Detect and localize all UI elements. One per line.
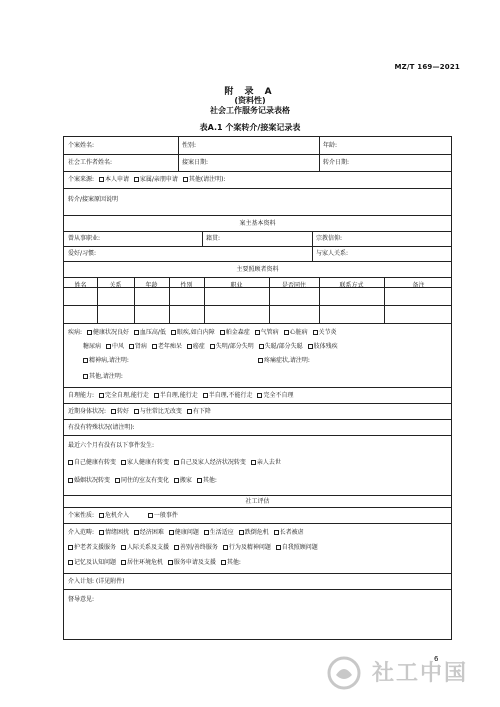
self-care-label: 自理能力: xyxy=(68,392,95,399)
option-label: 失聪/部分失聪 xyxy=(264,343,303,350)
option-label: 肢体残疾 xyxy=(313,343,338,350)
checkbox[interactable] xyxy=(274,530,279,535)
checkbox[interactable] xyxy=(284,330,289,335)
checkbox[interactable] xyxy=(83,374,88,379)
referral-intake-form xyxy=(63,136,452,640)
checkbox[interactable] xyxy=(134,409,139,414)
option-label: 气管病 xyxy=(260,329,279,336)
checkbox[interactable] xyxy=(99,393,104,398)
option-label: 与往常比无改变 xyxy=(139,408,182,415)
option-label: 危机介入 xyxy=(104,512,129,519)
disease-label: 疾病: xyxy=(68,329,83,336)
standard-code: MZ/T 169—2021 xyxy=(394,63,460,71)
checkbox[interactable] xyxy=(68,545,73,550)
option-label: 有下降 xyxy=(192,408,211,415)
case-source-label: 个案来源: xyxy=(68,176,95,183)
option-label: 护老者支援服务 xyxy=(74,544,117,551)
checkbox[interactable] xyxy=(169,530,174,535)
checkbox[interactable] xyxy=(183,177,188,182)
option-label: 婚姻状况转变 xyxy=(74,477,111,484)
option-label: 一般事件 xyxy=(153,512,178,519)
option-label: 半自理,能行走 xyxy=(159,392,198,399)
column-header: 职业 xyxy=(230,282,243,289)
checkbox[interactable] xyxy=(204,530,209,535)
checkbox[interactable] xyxy=(259,344,264,349)
checkbox[interactable] xyxy=(68,560,73,565)
checkbox[interactable] xyxy=(129,344,134,349)
option-label: 行为及精神问题 xyxy=(228,544,271,551)
events-line-1 xyxy=(65,459,281,467)
checkbox[interactable] xyxy=(255,330,260,335)
family-relation-label: 与家人关系: xyxy=(316,250,349,257)
checkbox[interactable] xyxy=(308,344,313,349)
checkbox[interactable] xyxy=(99,513,104,518)
option-label: 心脏病 xyxy=(289,329,308,336)
page-number: 6 xyxy=(434,655,439,663)
checkbox[interactable] xyxy=(223,545,228,550)
client-basic-info-heading: 案主基本资料 xyxy=(239,220,276,227)
intervention-scope-line-3 xyxy=(65,559,241,567)
case-nature-row xyxy=(68,512,178,520)
option-label: 服务申请及支援 xyxy=(173,559,216,566)
checkbox[interactable] xyxy=(121,545,126,550)
option-label: 中风 xyxy=(111,343,124,350)
case-source-row xyxy=(68,176,226,184)
option-label: 半自理,不能行走 xyxy=(208,392,253,399)
origin-label: 籍贯: xyxy=(206,235,221,242)
option-label: 搬家 xyxy=(179,477,192,484)
option-label: 家属/亲朋申请 xyxy=(139,176,178,183)
checkbox[interactable] xyxy=(99,177,104,182)
disease-line-2 xyxy=(83,343,338,351)
case-nature-label: 个案性质: xyxy=(68,512,95,519)
column-header: 年龄 xyxy=(145,282,158,289)
checkbox[interactable] xyxy=(171,330,176,335)
self-care-row xyxy=(68,392,294,400)
option-label: 记忆及认知问题 xyxy=(74,559,117,566)
checkbox[interactable] xyxy=(68,478,73,483)
checkbox[interactable] xyxy=(174,460,179,465)
option-label: 自己健康有转变 xyxy=(74,459,117,466)
option-label: 跌倒危机 xyxy=(244,529,269,536)
option-label: 帕金森症 xyxy=(225,329,250,336)
column-header: 姓名 xyxy=(74,282,87,289)
disease-line-1 xyxy=(68,329,337,337)
checkbox[interactable] xyxy=(257,393,262,398)
client-name-label: 个案姓名: xyxy=(68,142,95,149)
checkbox[interactable] xyxy=(258,358,263,363)
checkbox[interactable] xyxy=(121,560,126,565)
religion-label: 宗教信仰: xyxy=(316,235,343,242)
column-header: 关系 xyxy=(109,282,122,289)
special-condition-label: 有没有特殊状况(请注明): xyxy=(68,424,135,431)
option-label: 失明/部分失明 xyxy=(215,343,254,350)
option-label: 老年痴呆 xyxy=(157,343,182,350)
option-label: 居住环境危机 xyxy=(126,559,163,566)
option-label: 自我照顾问题 xyxy=(281,544,318,551)
checkbox[interactable] xyxy=(221,560,226,565)
appendix-heading: 附 录 A xyxy=(224,87,276,97)
supervisor-comment-label: 督导意见: xyxy=(68,596,95,603)
checkbox[interactable] xyxy=(106,344,111,349)
option-label: 健康状况良好 xyxy=(92,329,129,336)
checkbox[interactable] xyxy=(134,530,139,535)
checkbox[interactable] xyxy=(239,530,244,535)
option-label: 情绪困扰 xyxy=(104,529,129,536)
option-label: 肾病 xyxy=(134,343,147,350)
intervention-scope-line-1 xyxy=(68,529,304,537)
option-label: 完全不自理 xyxy=(263,392,294,399)
checkbox[interactable] xyxy=(152,344,157,349)
checkbox[interactable] xyxy=(203,393,208,398)
option-label: 转好 xyxy=(116,408,129,415)
intervention-plan-label: 介入计划: (详见附件) xyxy=(68,578,125,585)
option-label: 生活适应 xyxy=(209,529,234,536)
option-label: 其他: xyxy=(202,477,217,484)
informative-note: (资料性) xyxy=(234,96,266,105)
recent-condition-label: 近期身体状况: xyxy=(68,408,107,415)
checkbox[interactable] xyxy=(99,530,104,535)
checkbox[interactable] xyxy=(134,330,139,335)
recent-events-label: 最近六个月有没有以下事件发生: xyxy=(68,442,155,449)
option-label: 家人健康有转变 xyxy=(126,459,169,466)
option-label: 人际关系及支援 xyxy=(126,544,169,551)
intervention-scope-line-2 xyxy=(65,544,318,552)
social-work-assessment-heading: 社工评估 xyxy=(245,498,270,505)
option-label: 疼痛症状,请注明: xyxy=(264,357,310,364)
checkbox[interactable] xyxy=(83,358,88,363)
checkbox[interactable] xyxy=(68,460,73,465)
checkbox[interactable] xyxy=(134,177,139,182)
checkbox[interactable] xyxy=(121,460,126,465)
caregiver-info-heading: 主要照顾者资料 xyxy=(236,266,279,273)
watermark-text: 社工中国 xyxy=(372,661,469,686)
gender-label: 性别: xyxy=(182,142,197,149)
option-label: 善别/善终服务 xyxy=(179,544,218,551)
option-label: 完全自理,能行走 xyxy=(104,392,149,399)
column-header: 性别 xyxy=(180,282,193,289)
checkbox[interactable] xyxy=(197,478,202,483)
checkbox[interactable] xyxy=(187,344,192,349)
checkbox[interactable] xyxy=(276,545,281,550)
option-label: 关节炎 xyxy=(318,329,337,336)
disease-line-3 xyxy=(80,357,129,365)
intervention-scope-label: 介入范畴: xyxy=(68,529,95,536)
option-label: 长者被虐 xyxy=(279,529,304,536)
checkbox[interactable] xyxy=(148,513,153,518)
social-worker-label: 社会工作者姓名: xyxy=(68,159,113,166)
column-header: 联系方式 xyxy=(339,282,364,289)
checkbox[interactable] xyxy=(87,330,92,335)
intake-date-label: 接案日期: xyxy=(182,159,209,166)
option-label: 血压高/低 xyxy=(139,329,166,336)
checkbox[interactable] xyxy=(251,460,256,465)
hobby-label: 爱好/习惯: xyxy=(68,250,97,257)
checkbox[interactable] xyxy=(210,344,215,349)
option-label: 糖尿病 xyxy=(83,343,102,350)
option-label: 亲人去世 xyxy=(256,459,281,466)
document-title: 社会工作服务记录表格 xyxy=(210,106,290,115)
events-line-2 xyxy=(65,477,217,485)
former-job-label: 曾从事职业: xyxy=(68,235,101,242)
option-label: 精神病,请注明: xyxy=(89,357,129,364)
column-header: 是否同住 xyxy=(281,282,306,289)
table-title: 表A.1 个案转介/接案记录表 xyxy=(199,123,301,132)
checkbox[interactable] xyxy=(313,330,318,335)
disease-line-4 xyxy=(80,373,123,381)
checkbox[interactable] xyxy=(154,393,159,398)
option-label: 健康问题 xyxy=(174,529,199,536)
checkbox[interactable] xyxy=(220,330,225,335)
option-label: 其他(请注明): xyxy=(188,176,226,183)
column-header: 备注 xyxy=(412,282,425,289)
referral-date-label: 转介日期: xyxy=(323,159,350,166)
option-label: 其他: xyxy=(226,559,241,566)
recent-condition-row xyxy=(68,408,211,416)
option-label: 癌症 xyxy=(192,343,205,350)
option-label: 其他,请注明: xyxy=(89,373,123,380)
option-label: 同住的室友有变化 xyxy=(120,477,169,484)
option-label: 本人申请 xyxy=(104,176,129,183)
checkbox[interactable] xyxy=(187,409,192,414)
checkbox[interactable] xyxy=(115,478,120,483)
age-label: 年龄: xyxy=(323,142,338,149)
option-label: 自己及家人经济状况转变 xyxy=(179,459,246,466)
referral-reason-label: 转介/接案原因说明 xyxy=(68,196,119,203)
option-label: 经济困难 xyxy=(139,529,164,536)
disease-line-3b xyxy=(255,357,310,365)
checkbox[interactable] xyxy=(174,478,179,483)
checkbox[interactable] xyxy=(168,560,173,565)
checkbox[interactable] xyxy=(111,409,116,414)
checkbox[interactable] xyxy=(174,545,179,550)
option-label: 眼疾,如白内障 xyxy=(176,329,215,336)
